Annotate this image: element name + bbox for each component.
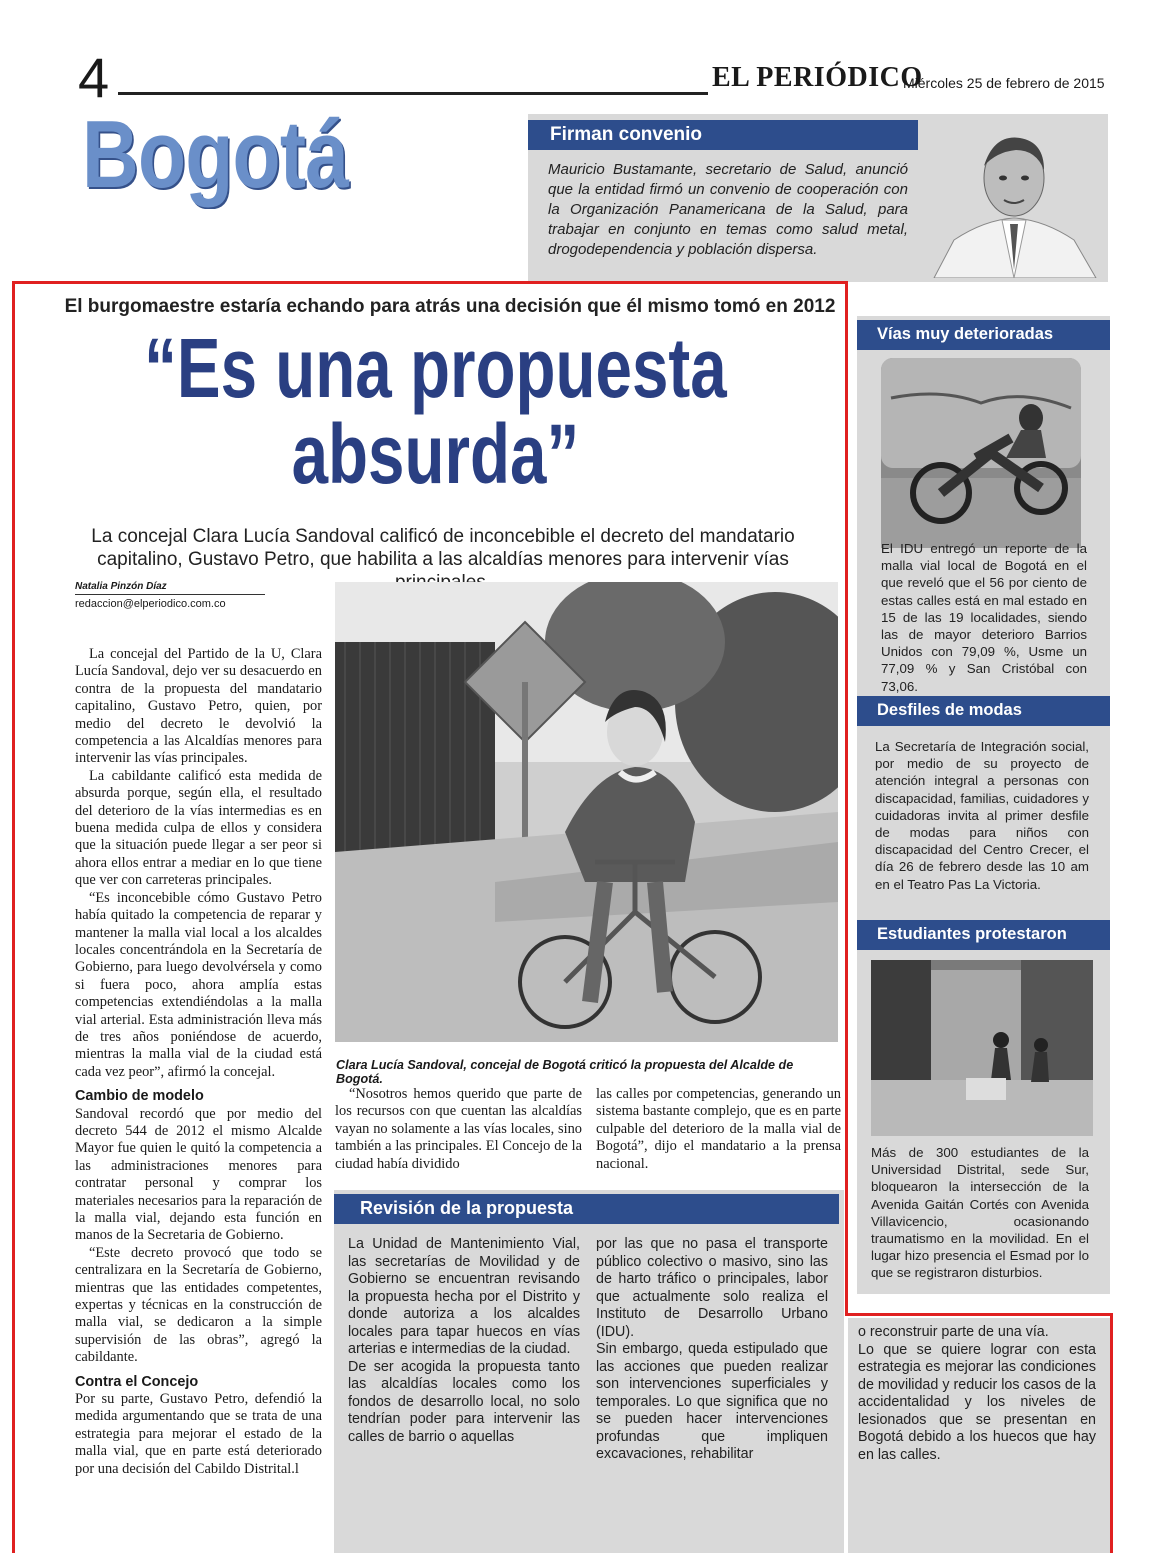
paragraph: “Es inconcebible cómo Gustavo Petro había quitado la competencia de reparar y mantener la malla vial local a los alcaldes locales concentrándola en la Secretaría de Gobierno, para luego devolvérsela y como si fuera poco, ahora amplía estas competencias extendiéndolas a la malla vial arterial. Esta administración lleva más de tres años poniéndose de acuerdo, mientras la malla vial de la ciudad está cada vez peor”, afirmó la concejal. [75, 889, 322, 1080]
newspaper-name: EL PERIÓDICO [712, 62, 923, 93]
article-lede: La concejal Clara Lucía Sandoval calificó de inconcebible el decreto del mandatario capitalino, Gustavo Petro, que habilita a las alcaldías menores para intervenir vías [91, 526, 795, 570]
byline-email: redaccion@elperiodico.com.co [75, 598, 226, 610]
article-column-2 [335, 1086, 582, 1173]
paragraph: “Nosotros hemos querido que parte de los recursos con que cuentan las alcaldías vayan no solamente a las vías locales, sino también a las principales. El Concejo de la ciudad había dividido [335, 1086, 582, 1172]
photo-caption: Clara Lucía Sandoval, concejal de Bogotá criticó la propuesta del Alcalde de Bogotá. [336, 1058, 794, 1086]
page-number: 4 [78, 46, 110, 109]
paragraph: o reconstruir parte de una vía. [858, 1324, 1049, 1340]
desfiles-title: Desfiles de modas [857, 696, 1110, 726]
headline-line-2: absurda” [291, 407, 579, 501]
byline-rule [75, 594, 265, 595]
frame-edge [845, 1313, 1113, 1316]
header-rule [118, 92, 708, 95]
portrait-photo [924, 120, 1104, 278]
paragraph: “Este decreto provocó que todo se centralizara en la Secretaría de Gobierno, mientras que las entidades competentes, expertas y técnicas en la construcción de malla vial, se dedicaron a la simple supervisión de las obras”, agregó la cabildante. [75, 1244, 322, 1366]
revision-box [334, 1190, 844, 1553]
subheading: Cambio de modelo [75, 1088, 204, 1105]
article-kicker: El burgomaestre estaría echando para atrás una decisión que él mismo tomó en 2012 [64, 296, 836, 317]
issue-date: Miércoles 25 de febrero de 2015 [903, 75, 1105, 91]
paragraph: La Unidad de Mantenimiento Vial, las secretarías de Movilidad y de Gobierno se encuentran revisando la propuesta hecha por el Distrito y donde autoriza a los alcaldes locales para tapar huecos en vías arterias e intermedias de la ciudad. [348, 1236, 580, 1357]
paragraph: La concejal del Partido de la U, Clara Lucía Sandoval, dejo ver su desacuerdo en contra de la propuesta del mandatario capitalino, Gustavo Petro, quien, por medio del decreto le devolvió la competencia a las Alcaldías menores para intervenir las vías principales. [75, 646, 322, 767]
revision-title: Revisión de la propuesta [334, 1194, 839, 1224]
firman-convenio-title: Firman convenio [528, 120, 918, 150]
paragraph: por las que no pasa el transporte público colectivo o masivo, sino las de harto tráfico o principales, labor que actualmente solo realiza el Instituto de Desarrollo Urbano (IDU). [596, 1236, 828, 1340]
byline: Natalia Pinzón Díaz [75, 581, 167, 592]
paragraph: De ser acogida la propuesta tanto las alcaldías locales como los fondos de desarrollo local, no solo tendrían poder para intervenir las calles de barrio o aquellas [348, 1358, 580, 1445]
paragraph: las calles por competencias, generando un sistema bastante complejo, que es en parte culpable del deterioro de la malla vial de Bogotá”, dijo el mandatario a la prensa nacional. [596, 1086, 841, 1172]
firman-convenio-box [528, 114, 1108, 282]
revision-column-1 [348, 1236, 580, 1446]
firman-convenio-text: Mauricio Bustamante, secretario de Salud, anunció que la entidad firmó un convenio de cooperación con la Organización Panamericana de la Salud, para trabajar en conjunto en temas como salud metal, drogodependencia y población dispersa. [548, 161, 908, 258]
sidebar [857, 316, 1110, 1294]
paragraph: Lo que se quiere lograr con esta estrategia es mejorar las condiciones de movilidad y reducir los casos de la accidentalidad y los niveles de lesionados que se presentan en Bogotá debido a los huecos que hay en las calles. [858, 1341, 1096, 1463]
subheading: Contra el Concejo [75, 1373, 199, 1390]
frame-edge [845, 281, 848, 1316]
vias-title: Vías muy deterioradas [857, 320, 1110, 350]
paragraph: Sandoval recordó que por medio del decreto 544 de 2012 el mismo Alcalde Mayor fue quien le quitó la competencia a las administraciones menores para contratar personal y comprar los materiales necesarios para la reparación de la malla vial, dejando esta función en manos de la Secretaria de Gobierno. [75, 1105, 322, 1244]
motorcycle-photo [881, 358, 1081, 548]
section-title: Bogotá [82, 101, 349, 208]
headline-line-1: “Es una propuesta [143, 321, 727, 415]
article-headline [30, 321, 840, 501]
desfiles-text: La Secretaría de Integración social, por medio de su proyecto de atención integral a personas con discapacidad, familias, cuidadores y cuidadoras invita al primer desfile de modas para niños con discapacidad del Centro Crecer, el día 26 de febrero desde las 10 am en el Teatro Pas La Victoria. [875, 739, 1089, 892]
paragraph: Sin embargo, queda estipulado que las acciones que pueden realizar son intervenciones superficiales y temporales. Lo que significa que no se pueden hacer intervenciones profundas que impliquen excavaciones, rehabilitar [596, 1341, 828, 1462]
article-photo [335, 582, 838, 1042]
revision-column-2 [596, 1236, 828, 1464]
vias-text: El IDU entregó un reporte de la malla vial local de Bogotá en el que reveló que el 56 por ciento de estas calles está en mal estado en 15 de las 19 localidades, siendo las de mayor deterioro Barrios Unidos con 79,09 %, Usme un 77,09 % y San Cristóbal con 73,06. [881, 541, 1087, 694]
revision-column-3 [858, 1324, 1096, 1464]
protest-photo [871, 960, 1093, 1136]
article-column-3 [596, 1086, 841, 1173]
revision-continuation-box [848, 1318, 1110, 1553]
article-column-1 [75, 646, 322, 1478]
paragraph: La cabildante calificó esta medida de absurda porque, según ella, el resultado del deterioro de la vías intermedias es en buena medida culpa de ellos y considera que la situación puede llegar a ser peor si ahora ellos entrar a mediar en lo que tiene que ver con carreteras principales. [75, 767, 322, 889]
estudiantes-text: Más de 300 estudiantes de la Universidad Distrital, sede Sur, bloquearon la intersección de la Avenida Gaitán Cortés con Avenida Villavicencio, ocasionando traumatismo en la movilidad. En el lugar hizo presencia el Esmad por lo que se registraron disturbios. [871, 1145, 1089, 1281]
estudiantes-title: Estudiantes protestaron [857, 920, 1110, 950]
frame-edge [1110, 1313, 1113, 1553]
paragraph: Por su parte, Gustavo Petro, defendió la medida argumentando que se trata de una estrategia para mejorar el estado de la malla vial, que en parte está deteriorado por una decisión del Cabildo Distrital.l [75, 1391, 322, 1477]
